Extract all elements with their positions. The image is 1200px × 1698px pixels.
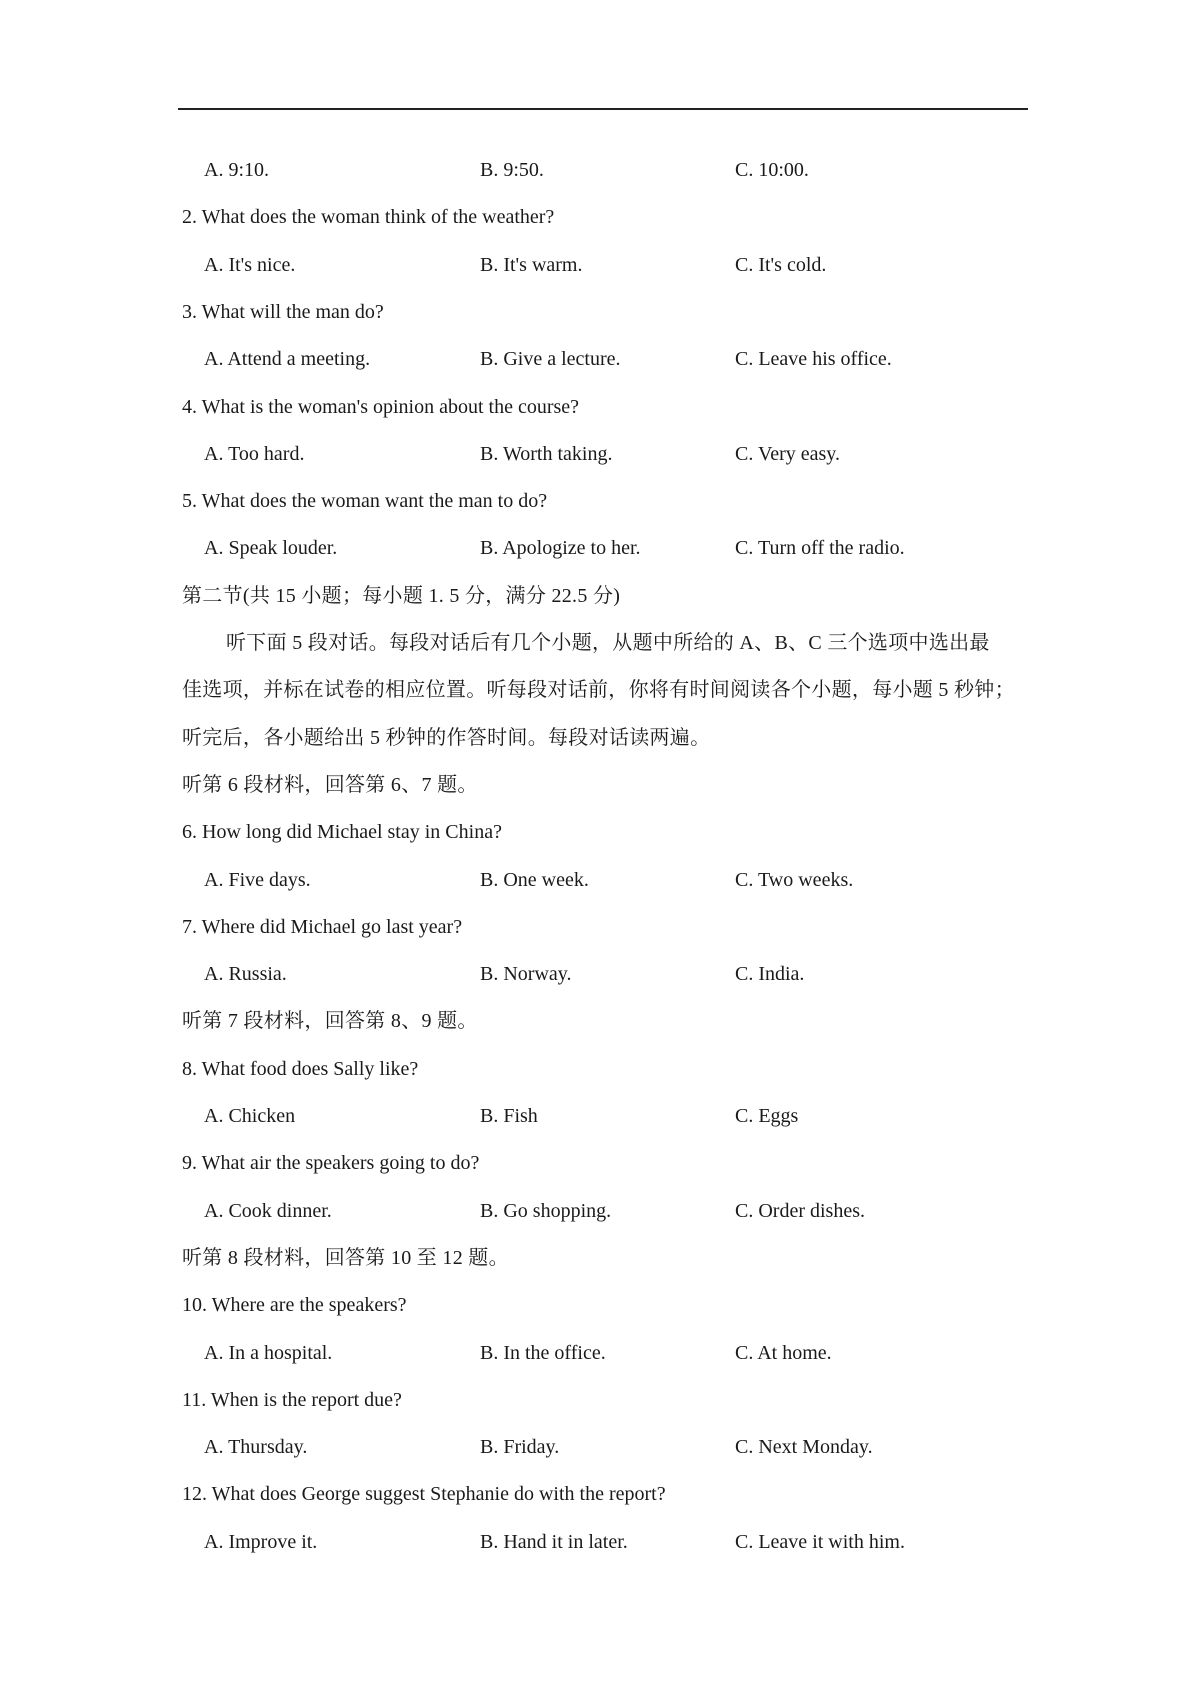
question-line <box>0 910 1200 944</box>
option-c: C. Very easy. <box>735 443 840 465</box>
question-text: 9. What air the speakers going to do? <box>182 1152 480 1174</box>
option-c: C. Eggs <box>735 1105 799 1127</box>
section-line <box>0 768 1200 802</box>
options-row <box>0 342 1200 376</box>
question-line <box>0 1146 1200 1180</box>
option-c: C. India. <box>735 963 805 985</box>
option-a: A. Five days. <box>204 869 311 891</box>
question-text: 4. What is the woman's opinion about the course? <box>182 396 580 418</box>
option-b: B. It's warm. <box>480 254 583 276</box>
question-line <box>0 1052 1200 1086</box>
options-row <box>0 1430 1200 1464</box>
option-a: A. Russia. <box>204 963 287 985</box>
option-c: C. Leave it with him. <box>735 1531 905 1553</box>
option-a: A. Thursday. <box>204 1436 308 1458</box>
question-line <box>0 1477 1200 1511</box>
option-b: B. Fish <box>480 1105 538 1127</box>
question-line <box>0 200 1200 234</box>
option-c: C. 10:00. <box>735 159 809 181</box>
options-row <box>0 1336 1200 1370</box>
question-text: 5. What does the woman want the man to do? <box>182 490 548 512</box>
option-c: C. Turn off the radio. <box>735 537 905 559</box>
options-row <box>0 1099 1200 1133</box>
section-text: 佳选项，并标在试卷的相应位置。听每段对话前，你将有时间阅读各个小题，每小题 5 秒钟； <box>182 679 1015 701</box>
instruction-line <box>0 626 1200 660</box>
question-text: 3. What will the man do? <box>182 301 384 323</box>
question-line <box>0 1288 1200 1322</box>
option-c: C. Leave his office. <box>735 348 892 370</box>
option-a: A. 9:10. <box>204 159 269 181</box>
question-text: 8. What food does Sally like? <box>182 1058 419 1080</box>
question-text: 12. What does George suggest Stephanie do with the report? <box>182 1483 666 1505</box>
question-line <box>0 484 1200 518</box>
option-c: C. At home. <box>735 1342 832 1364</box>
section-text: 第二节(共 15 小题；每小题 1. 5 分，满分 22.5 分) <box>182 585 621 607</box>
option-b: B. Worth taking. <box>480 443 613 465</box>
header-rule <box>178 108 1028 110</box>
option-a: A. In a hospital. <box>204 1342 333 1364</box>
option-b: B. In the office. <box>480 1342 606 1364</box>
question-line <box>0 390 1200 424</box>
option-a: A. It's nice. <box>204 254 296 276</box>
option-a: A. Improve it. <box>204 1531 318 1553</box>
option-a: A. Cook dinner. <box>204 1200 332 1222</box>
option-c: C. Two weeks. <box>735 869 854 891</box>
option-b: B. Friday. <box>480 1436 560 1458</box>
section-line <box>0 1241 1200 1275</box>
question-line <box>0 815 1200 849</box>
option-b: B. One week. <box>480 869 589 891</box>
option-a: A. Speak louder. <box>204 537 338 559</box>
option-c: C. It's cold. <box>735 254 827 276</box>
option-b: B. Give a lecture. <box>480 348 621 370</box>
question-text: 6. How long did Michael stay in China? <box>182 821 502 843</box>
question-text: 7. Where did Michael go last year? <box>182 916 463 938</box>
option-a: A. Chicken <box>204 1105 296 1127</box>
option-a: A. Attend a meeting. <box>204 348 371 370</box>
section-line <box>0 721 1200 755</box>
option-c: C. Order dishes. <box>735 1200 865 1222</box>
options-row <box>0 863 1200 897</box>
option-a: A. Too hard. <box>204 443 305 465</box>
section-text: 听第 8 段材料，回答第 10 至 12 题。 <box>182 1247 509 1269</box>
options-row <box>0 531 1200 565</box>
section-line <box>0 579 1200 613</box>
instruction-text: 听下面 5 段对话。每段对话后有几个小题，从题中所给的 A、B、C 三个选项中选出最 <box>226 632 990 654</box>
question-text: 10. Where are the speakers? <box>182 1294 407 1316</box>
option-b: B. Hand it in later. <box>480 1531 628 1553</box>
section-text: 听第 7 段材料，回答第 8、9 题。 <box>182 1010 478 1032</box>
options-row <box>0 1525 1200 1559</box>
section-line <box>0 1004 1200 1038</box>
section-text: 听完后，各小题给出 5 秒钟的作答时间。每段对话读两遍。 <box>182 727 711 749</box>
section-line <box>0 673 1200 707</box>
options-row <box>0 437 1200 471</box>
section-text: 听第 6 段材料，回答第 6、7 题。 <box>182 774 478 796</box>
option-c: C. Next Monday. <box>735 1436 873 1458</box>
options-row <box>0 957 1200 991</box>
question-text: 11. When is the report due? <box>182 1389 402 1411</box>
options-row <box>0 248 1200 282</box>
option-b: B. Apologize to her. <box>480 537 641 559</box>
options-row <box>0 1194 1200 1228</box>
question-line <box>0 1383 1200 1417</box>
options-row <box>0 153 1200 187</box>
option-b: B. 9:50. <box>480 159 544 181</box>
question-line <box>0 295 1200 329</box>
option-b: B. Norway. <box>480 963 572 985</box>
option-b: B. Go shopping. <box>480 1200 612 1222</box>
question-text: 2. What does the woman think of the weather? <box>182 206 555 228</box>
